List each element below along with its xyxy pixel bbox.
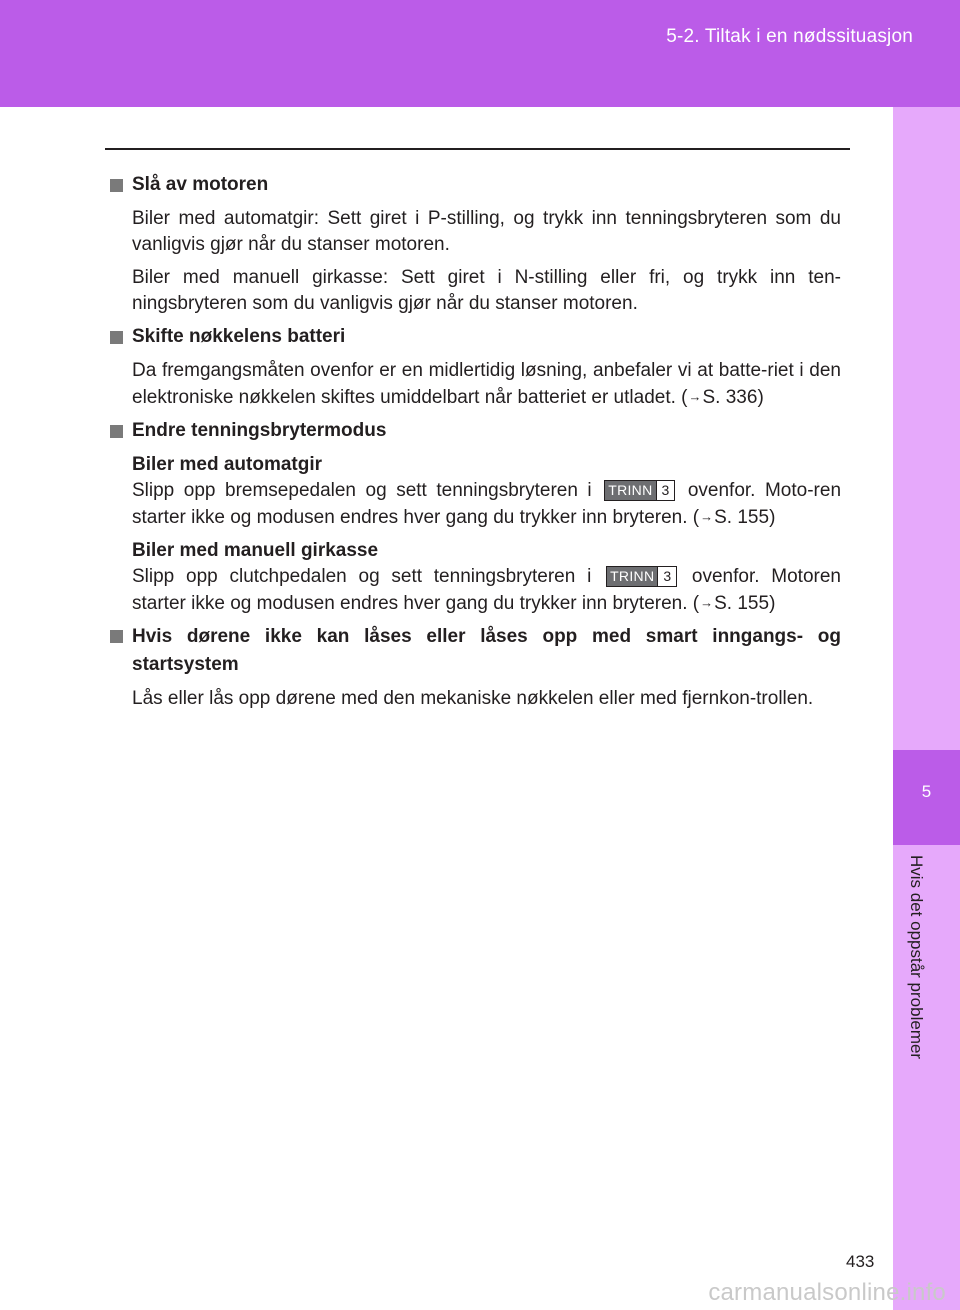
square-bullet-icon <box>110 630 123 643</box>
square-bullet-icon <box>110 425 123 438</box>
watermark: carmanualsonline.info <box>708 1279 946 1306</box>
arrow-right-icon: → <box>700 595 714 610</box>
chapter-title: Hvis det oppstår problemer <box>907 855 926 1060</box>
step-number: 3 <box>657 567 676 586</box>
paragraph: Biler med automatgir Slipp opp bremsepedalen og sett tenningsbryteren i TRINN 3 ovenfor. Moto-ren starter ikke og modusen endres hver gang du trykker inn bryteren. (→S. 155) <box>132 454 842 528</box>
subheading: Biler med manuell girkasse <box>132 540 379 561</box>
page-content <box>110 171 841 712</box>
chapter-tab[interactable] <box>893 750 960 845</box>
paragraph-text: Slipp opp bremsepedalen og sett tenningsbryteren i <box>132 480 592 501</box>
paragraph-text: ovenfor. Moto-ren starter ikke og modusen endres hver gang du trykker inn bryteren. <box>132 480 842 528</box>
step-word: TRINN <box>605 481 655 500</box>
paragraph-text: ovenfor. Motoren starter ikke og modusen endres hver gang du trykker inn bryteren. <box>132 566 841 614</box>
chapter-number: 5 <box>921 782 932 801</box>
heading-text: Skifte nøkkelens batteri <box>132 326 346 347</box>
step-badge <box>604 480 675 501</box>
square-bullet-icon <box>110 179 123 192</box>
arrow-right-icon: → <box>700 509 714 524</box>
page-reference-link[interactable]: S. 336 <box>702 387 758 408</box>
heading-text: Slå av motoren <box>132 174 269 195</box>
chapter-title-box <box>893 855 960 1105</box>
page-reference-link[interactable]: S. 155 <box>714 507 770 528</box>
side-tab-upper <box>893 107 960 750</box>
side-tab-lower <box>893 845 960 1310</box>
arrow-right-icon: → <box>688 389 702 404</box>
step-word: TRINN <box>607 567 657 586</box>
step-badge <box>606 566 677 587</box>
subheading: Biler med automatgir <box>132 454 323 475</box>
paragraph: Lås eller lås opp dørene med den mekaniske nøkkelen eller med fjernkon-trollen. <box>132 688 814 709</box>
paragraph-text: Da fremgangsmåten ovenfor er en midlertidig løsning, anbefaler vi at batte-riet i den elektroniske nøkkelen skiftes umiddelbart når batteriet er utladet. <box>132 360 841 408</box>
header-band <box>0 0 960 107</box>
heading-doors-lock <box>110 623 841 679</box>
heading-text: Endre tenningsbrytermodus <box>132 420 387 441</box>
heading-text: Hvis dørene ikke kan låses eller låses opp med smart inngangs- og startsystem <box>132 626 841 675</box>
paragraph: Biler med automatgir: Sett giret i P-stilling, og trykk inn tenningsbryteren som du vanligvis gjør når du stanser motoren. <box>132 208 841 255</box>
paragraph: Biler med manuell girkasse: Sett giret i N-stilling eller fri, og trykk inn ten-ningsbryteren som du vanligvis gjør når du stanser motoren. <box>132 267 841 314</box>
page-reference-link[interactable]: S. 155 <box>714 593 770 614</box>
heading-stop-engine <box>110 171 841 199</box>
square-bullet-icon <box>110 331 123 344</box>
step-number: 3 <box>656 481 675 500</box>
heading-change-battery <box>110 323 841 351</box>
top-rule <box>105 148 850 150</box>
section-title: 5-2. Tiltak i en nødssituasjon <box>666 26 913 47</box>
page-number: 433 <box>846 1252 875 1271</box>
paragraph: Da fremgangsmåten ovenfor er en midlertidig løsning, anbefaler vi at batte-riet i den elektroniske nøkkelen skiftes umiddelbart når batteriet er utladet. (→S. 336) <box>132 360 841 408</box>
heading-ignition-mode <box>110 417 841 445</box>
paragraph-text: Slipp opp clutchpedalen og sett tenningsbryteren i <box>132 566 592 587</box>
paragraph: Biler med manuell girkasse Slipp opp clutchpedalen og sett tenningsbryteren i TRINN 3 ovenfor. Motoren starter ikke og modusen endres hver gang du trykker inn bryteren. (→S. 155) <box>132 540 841 614</box>
